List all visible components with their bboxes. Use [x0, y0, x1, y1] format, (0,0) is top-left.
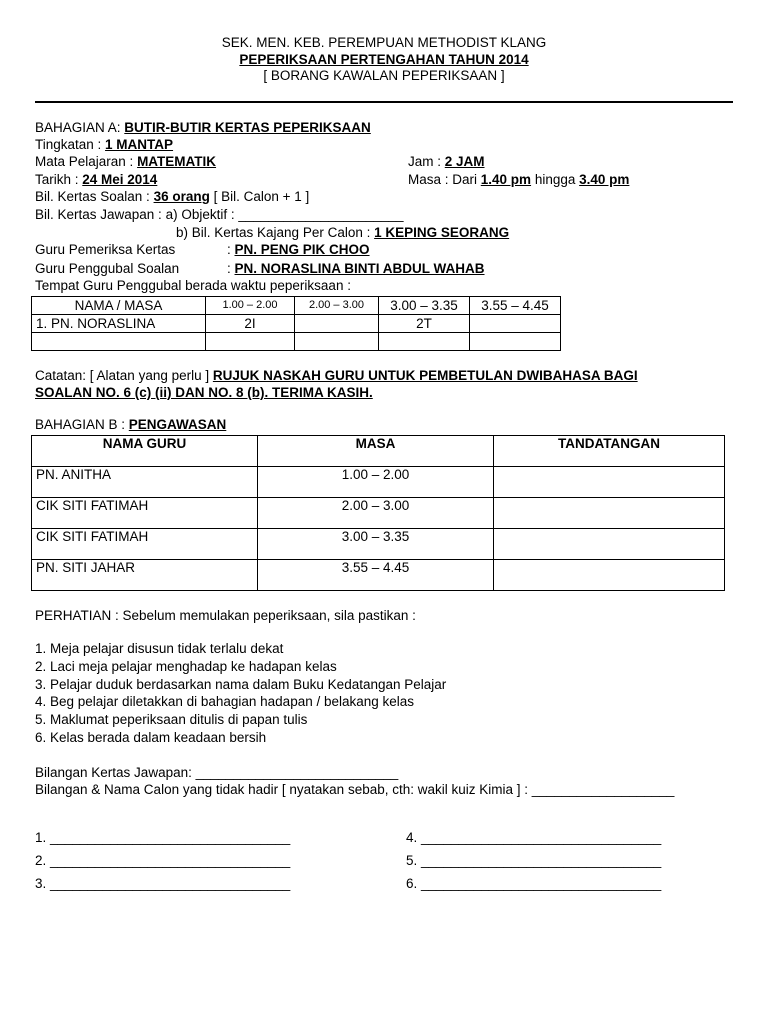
tempat-label: Tempat Guru Penggubal berada waktu peperiksaan : [35, 278, 351, 293]
kajang-label: b) Bil. Kertas Kajang Per Calon : [176, 225, 375, 240]
masa-to: 3.40 pm [579, 172, 630, 187]
blank-line-4[interactable]: 4. ________________________________ [406, 830, 662, 845]
tempat-header-cell: 3.55 – 4.45 [470, 297, 561, 315]
subject-label: Mata Pelajaran : [35, 154, 138, 169]
tempat-table [31, 296, 561, 351]
table-cell [295, 333, 379, 351]
pemeriksa-line [227, 242, 370, 257]
masa-label: Masa : Dari [408, 172, 481, 187]
header-divider [35, 101, 733, 103]
form-title: [ BORANG KAWALAN PEPERIKSAAN ] [263, 68, 505, 83]
tempat-header-cell: NAMA / MASA [32, 297, 206, 315]
list-item: 2. Laci meja pelajar menghadap ke hadapan kelas [35, 659, 337, 674]
table-row [32, 315, 561, 333]
list-item: 3. Pelajar duduk berdasarkan nama dalam Buku Kedatangan Pelajar [35, 677, 447, 692]
signature-cell[interactable] [494, 467, 725, 498]
pengawasan-header-cell: NAMA GURU [32, 436, 258, 467]
table-row [32, 333, 561, 351]
pengawasan-header-cell: TANDATANGAN [494, 436, 725, 467]
section-a-heading [35, 120, 371, 135]
jam-value: 2 JAM [444, 154, 485, 169]
tempat-header-cell: 1.00 – 2.00 [206, 297, 295, 315]
catatan-label: Catatan: [ Alatan yang perlu ] [35, 368, 213, 383]
table-cell: PN. SITI JAHAR [32, 560, 258, 591]
tempat-header-cell: 3.00 – 3.35 [379, 297, 470, 315]
blank-line-2[interactable]: 2. ________________________________ [35, 853, 291, 868]
kajang-value: 1 KEPING SEORANG [374, 225, 510, 240]
soalan-line [35, 189, 309, 204]
table-cell: 2T [379, 315, 470, 333]
list-item: 1. Meja pelajar disusun tidak terlalu dekat [35, 641, 284, 656]
signature-cell[interactable] [494, 498, 725, 529]
masa-mid: hingga [531, 172, 580, 187]
date-value: 24 Mei 2014 [82, 172, 158, 187]
pengawasan-table [31, 435, 725, 591]
penggubal-value: PN. NORASLINA BINTI ABDUL WAHAB [234, 261, 485, 276]
blank-line-5[interactable]: 5. ________________________________ [406, 853, 662, 868]
table-row [32, 560, 725, 591]
tingkatan-label: Tingkatan : [35, 137, 106, 152]
masa-from: 1.40 pm [480, 172, 532, 187]
section-b-label: BAHAGIAN B : [35, 417, 129, 432]
table-cell: CIK SITI FATIMAH [32, 529, 258, 560]
blank-line-1[interactable]: 1. ________________________________ [35, 830, 291, 845]
subject-line [35, 154, 216, 169]
tempat-header-row [32, 297, 561, 315]
kajang-line [176, 225, 509, 240]
section-a-title: BUTIR-BUTIR KERTAS PEPERIKSAAN [124, 120, 371, 135]
subject-value: MATEMATIK [137, 154, 217, 169]
table-cell [470, 333, 561, 351]
list-item: 5. Maklumat peperiksaan ditulis di papan tulis [35, 712, 308, 727]
table-cell: CIK SITI FATIMAH [32, 498, 258, 529]
jawapan-line: Bil. Kertas Jawapan : a) Objektif : ______________________ [35, 207, 404, 222]
pengawasan-header-cell: MASA [258, 436, 494, 467]
section-b-heading [35, 417, 226, 432]
table-cell [32, 333, 206, 351]
table-cell [379, 333, 470, 351]
table-row [32, 467, 725, 498]
table-cell: 2.00 – 3.00 [258, 498, 494, 529]
table-cell: 1.00 – 2.00 [258, 467, 494, 498]
signature-cell[interactable] [494, 529, 725, 560]
list-item: 6. Kelas berada dalam keadaan bersih [35, 730, 267, 745]
table-cell: 3.55 – 4.45 [258, 560, 494, 591]
bilangan-calon-field[interactable]: Bilangan & Nama Calon yang tidak hadir [ nyatakan sebab, cth: wakil kuiz Kimia ] : ___________________ [35, 782, 675, 797]
table-cell: 3.00 – 3.35 [258, 529, 494, 560]
table-cell: PN. ANITHA [32, 467, 258, 498]
table-cell: 2I [206, 315, 295, 333]
section-b-title: PENGAWASAN [128, 417, 227, 432]
table-cell [295, 315, 379, 333]
tingkatan-value: 1 MANTAP [105, 137, 174, 152]
soalan-label: Bil. Kertas Soalan : [35, 189, 154, 204]
penggubal-line [227, 261, 485, 276]
school-name: SEK. MEN. KEB. PEREMPUAN METHODIST KLANG [221, 35, 547, 50]
jam-label: Jam : [408, 154, 445, 169]
penggubal-label: Guru Penggubal Soalan [35, 261, 180, 276]
pemeriksa-colon: : [227, 242, 235, 257]
pemeriksa-value: PN. PENG PIK CHOO [234, 242, 370, 257]
pemeriksa-label: Guru Pemeriksa Kertas [35, 242, 176, 257]
bilangan-jawapan-field[interactable]: Bilangan Kertas Jawapan: ___________________________ [35, 765, 399, 780]
catatan-text-2: SOALAN NO. 6 (c) (ii) DAN NO. 8 (b). TERIMA KASIH. [35, 385, 373, 400]
table-cell [470, 315, 561, 333]
tempat-header-cell: 2.00 – 3.00 [295, 297, 379, 315]
date-label: Tarikh : [35, 172, 83, 187]
signature-cell[interactable] [494, 560, 725, 591]
table-cell [206, 333, 295, 351]
soalan-note: [ Bil. Calon + 1 ] [209, 189, 310, 204]
list-item: 4. Beg pelajar diletakkan di bahagian hadapan / belakang kelas [35, 694, 415, 709]
blank-line-3[interactable]: 3. ________________________________ [35, 876, 291, 891]
soalan-value: 36 orang [153, 189, 210, 204]
table-row [32, 498, 725, 529]
date-line [35, 172, 157, 187]
masa-line [408, 172, 629, 187]
blank-line-6[interactable]: 6. ________________________________ [406, 876, 662, 891]
table-row [32, 529, 725, 560]
perhatian-intro: PERHATIAN : Sebelum memulakan peperiksaan, sila pastikan : [35, 608, 416, 623]
tingkatan-line [35, 137, 173, 152]
exam-title: PEPERIKSAAN PERTENGAHAN TAHUN 2014 [239, 52, 529, 67]
catatan-text-1: RUJUK NASKAH GURU UNTUK PEMBETULAN DWIBAHASA BAGI [212, 368, 638, 383]
penggubal-colon: : [227, 261, 235, 276]
pengawasan-header-row [32, 436, 725, 467]
section-a-label: BAHAGIAN A: [35, 120, 125, 135]
jam-line [408, 154, 485, 169]
catatan-line1 [35, 368, 638, 383]
table-cell: 1. PN. NORASLINA [32, 315, 206, 333]
